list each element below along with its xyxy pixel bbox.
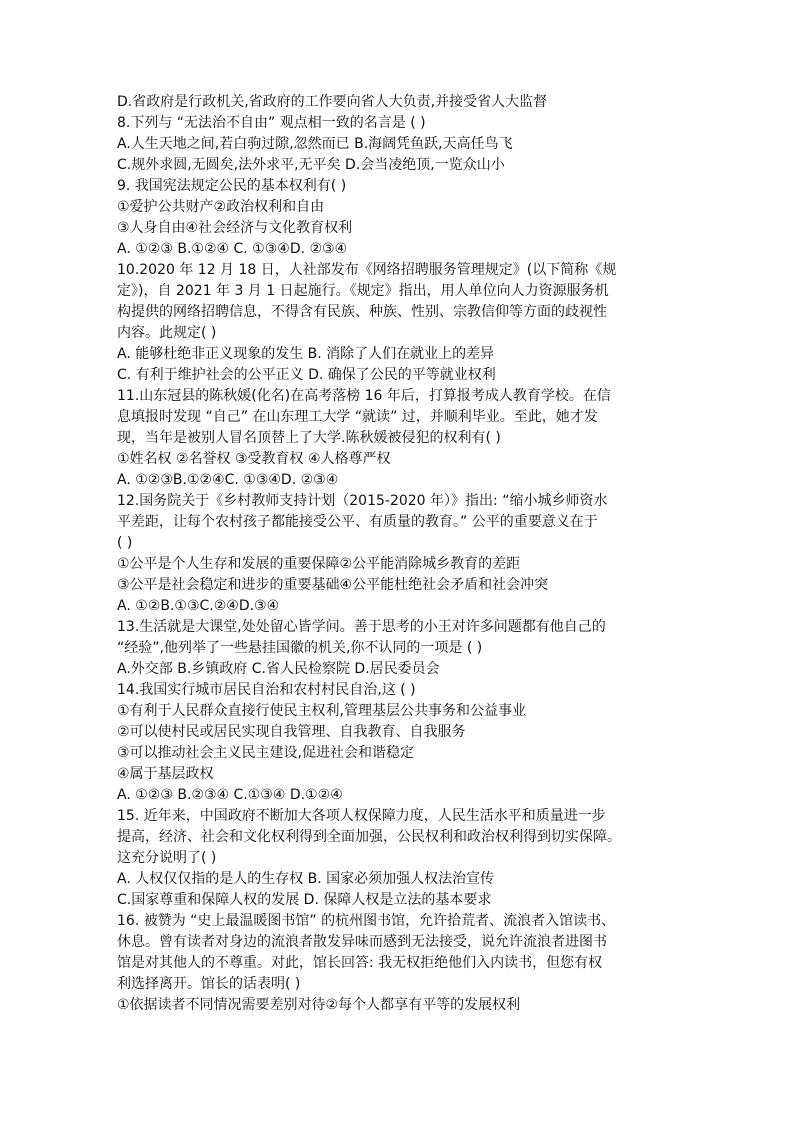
text-line: “经验”,他列举了一些悬挂国徽的机关,你不认同的一项是 ( ) [117, 640, 483, 656]
text-line: 定》)，自 2021 年 3 月 1 日起施行。《规定》指出，用人单位向人力资源服务机 [117, 283, 609, 299]
text-line: ( ) [117, 535, 133, 551]
text-line: 提高，经济、社会和文化权利得到全面加强，公民权利和政治权利得到切实保障。 [117, 829, 621, 845]
text-line: A. ①②③B.①②④C. ①③④D. ②③④ [117, 472, 339, 488]
text-line: 15. 近年来，中国政府不断加大各项人权保障力度，人民生活水平和质量进一步 [117, 808, 606, 824]
text-line: 16. 被赞为 “史上最温暖图书馆” 的杭州图书馆，允许拾荒者、流浪者入馆读书、 [117, 913, 616, 929]
text-line: 馆是对其他人的不尊重。对此，馆长回答: 我无权拒绝他们入内读书，但您有权 [117, 955, 603, 971]
text-line: ③公平是社会稳定和进步的重要基础④公平能杜绝社会矛盾和社会冲突 [117, 577, 549, 593]
text-line: ④属于基层政权 [117, 766, 214, 782]
text-line: D.省政府是行政机关,省政府的工作要向省人大负责,并接受省人大监督 [117, 94, 548, 110]
text-line: ①依据读者不同情况需要差别对待②每个人都享有平等的发展权利 [117, 997, 521, 1013]
text-line: 休息。曾有读者对身边的流浪者散发异味而感到无法接受，说允许流浪者进图书 [117, 934, 607, 950]
text-line: A. 能够杜绝非正义现象的发生 B. 消除了人们在就业上的差异 [117, 346, 495, 362]
text-line: 13.生活就是大课堂,处处留心皆学问。善于思考的小王对许多问题都有他自己的 [117, 619, 606, 635]
text-line: 内容。此规定( ) [117, 325, 217, 341]
text-line: A. ①②③ B.②③④ C.①③④ D.①②④ [117, 787, 343, 803]
text-line: C.规外求圆,无圆矣,法外求平,无平矣 D.会当凌绝顶,一览众山小 [117, 157, 505, 173]
text-line: ①爱护公共财产②政治权利和自由 [117, 199, 325, 215]
text-line: A. ①②B.①③C.②④D.③④ [117, 598, 280, 614]
text-line: 利选择离开。馆长的话表明( ) [117, 976, 301, 992]
text-line: A.外交部 B.乡镇政府 C.省人民检察院 D.居民委员会 [117, 661, 440, 677]
text-line: A.人生天地之间,若白驹过隙,忽然而已 B.海阔凭鱼跃,天高任鸟飞 [117, 136, 513, 152]
text-line: A. ①②③ B.①②④ C. ①③④D. ②③④ [117, 241, 348, 257]
text-line: 14.我国实行城市居民自治和农村村民自治,这 ( ) [117, 682, 416, 698]
text-line: A. 人权仅仅指的是人的生存权 B. 国家必须加强人权法治宣传 [117, 871, 495, 887]
text-line: C.国家尊重和保障人权的发展 D. 保障人权是立法的基本要求 [117, 892, 492, 908]
text-line: ①姓名权 ②名誉权 ③受教育权 ④人格尊严权 [117, 451, 391, 467]
text-line: ①有利于人民群众直接行使民主权利,管理基层公共事务和公益事业 [117, 703, 526, 719]
text-line: 这充分说明了( ) [117, 850, 217, 866]
text-line: 11.山东冠县的陈秋媛(化名)在高考落榜 16 年后，打算报考成人教育学校。在信 [117, 388, 611, 404]
text-line: C. 有利于维护社会的公平正义 D. 确保了公民的平等就业权利 [117, 367, 496, 383]
text-line: 构提供的网络招聘信息，不得含有民族、种族、性别、宗教信仰等方面的歧视性 [117, 304, 607, 320]
text-line: ③人身自由④社会经济与文化教育权利 [117, 220, 353, 236]
text-line: 息填报时发现 “自己” 在山东理工大学 “就读” 过，并顺利毕业。至此，她才发 [117, 409, 598, 425]
text-line: 12.国务院关于《乡村教师支持计划（2015-2020 年）》指出: “缩小城乡师资水 [117, 493, 608, 509]
text-line: 10.2020 年 12 月 18 日，人社部发布《网络招聘服务管理规定》(以下简称《规 [117, 262, 617, 278]
text-line: ③可以推动社会主义民主建设,促进社会和谐稳定 [117, 745, 414, 761]
text-line: 9. 我国宪法规定公民的基本权利有( ) [117, 178, 347, 194]
text-line: ①公平是个人生存和发展的重要保障②公平能消除城乡教育的差距 [117, 556, 521, 572]
text-line: 平差距，让每个农村孩子都能接受公平、有质量的教育。” 公平的重要意义在于 [117, 514, 598, 530]
document-page [117, 92, 687, 1016]
text-line: 现，当年是被别人冒名顶替上了大学.陈秋媛被侵犯的权利有( ) [117, 430, 501, 446]
text-line: ②可以使村民或居民实现自我管理、自我教育、自我服务 [117, 724, 466, 740]
text-line: 8.下列与 “无法治不自由” 观点相一致的名言是 ( ) [117, 115, 426, 131]
